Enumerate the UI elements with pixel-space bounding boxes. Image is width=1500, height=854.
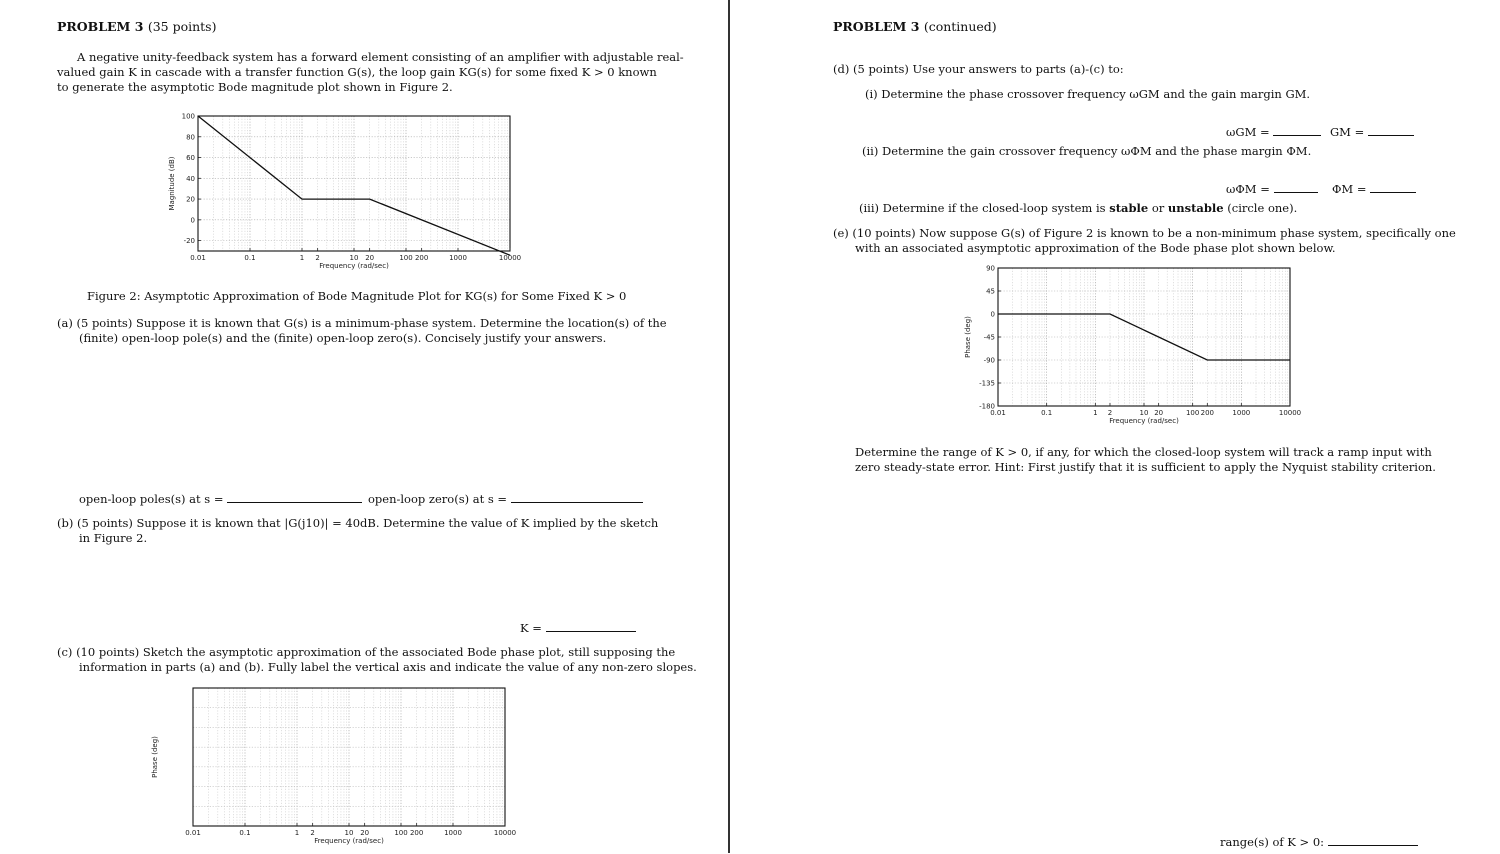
phase-ytick-label: -180 <box>979 402 995 411</box>
phase-xtick-label: 200 <box>1200 409 1215 417</box>
mag-ytick-label: 80 <box>186 133 195 142</box>
wpm-blank[interactable] <box>1274 181 1318 193</box>
part-d: (d) (5 points) Use your answers to parts (a)-(c) to: <box>833 62 1124 76</box>
phase-xtick-label: 0.1 <box>1041 409 1053 417</box>
problem-points: (35 points) <box>147 19 217 34</box>
phase-xtick-label: 1000 <box>1232 409 1251 417</box>
mag-ytick-label: 0 <box>190 216 195 225</box>
zeros-blank[interactable] <box>511 491 643 503</box>
part-d-iii <box>859 201 1297 216</box>
d-iii-suffix: (circle one). <box>1227 201 1298 215</box>
mag-xlabel: Frequency (rad/sec) <box>319 262 389 270</box>
mag-xtick-label: 20 <box>365 254 375 262</box>
mag-xtick-label: 1 <box>299 254 305 262</box>
poles-answer <box>79 491 362 507</box>
problem-title-text-2: PROBLEM 3 <box>833 19 920 34</box>
or-word: or <box>1151 201 1165 215</box>
problem-title-continued <box>833 19 997 34</box>
blank-phase-xtick-label: 0.1 <box>239 829 251 837</box>
k-label: K = <box>520 621 542 635</box>
blank-phase-xtick-label: 1000 <box>444 829 462 837</box>
gm-answer <box>1330 124 1414 140</box>
mag-xtick-label: 0.1 <box>244 254 256 262</box>
blank-phase-xtick-label: 10000 <box>493 829 517 837</box>
part-e-line-2: with an associated asymptotic approximation of the Bode phase plot shown below. <box>855 241 1336 255</box>
phase-xtick-label: 10000 <box>1278 409 1302 417</box>
mag-xtick-label: 0.01 <box>190 254 206 262</box>
zeros-label: open-loop zero(s) at s = <box>368 492 508 506</box>
blank-phase-xtick-label: 1 <box>294 829 300 837</box>
wgm-label: ωGM = <box>1226 125 1270 139</box>
right-page <box>740 0 1500 853</box>
phase-xtick-label: 0.01 <box>990 409 1006 417</box>
pm-label: ΦM = <box>1332 182 1367 196</box>
mag-ytick-label: -20 <box>183 237 195 246</box>
blank-phase-xtick-label: 20 <box>360 829 370 837</box>
pm-blank[interactable] <box>1370 181 1416 193</box>
mag-ytick-label: 100 <box>181 112 195 121</box>
wgm-answer <box>1226 124 1321 140</box>
left-page <box>0 0 728 853</box>
magnitude-plot <box>160 108 540 282</box>
e-question-line-2: zero steady-state error. Hint: First justify that it is sufficient to apply the Nyquist stability criterion. <box>855 460 1436 474</box>
blank-phase-xlabel: Frequency (rad/sec) <box>314 837 384 845</box>
part-a-line-2: (finite) open-loop pole(s) and the (finite) open-loop zero(s). Concisely justify your answers. <box>79 331 607 345</box>
phase-ytick-label: 90 <box>986 264 995 273</box>
part-c-line-2: information in parts (a) and (b). Fully label the vertical axis and indicate the value of any non-zero slopes. <box>79 660 697 674</box>
problem-title-text: PROBLEM 3 <box>57 19 144 34</box>
mag-xtick-label: 10000 <box>498 254 522 262</box>
phase-ytick-label: -135 <box>979 379 995 388</box>
k-answer <box>520 620 636 636</box>
gm-label: GM = <box>1330 125 1365 139</box>
blank-phase-xtick-label: 10 <box>344 829 354 837</box>
phase-xtick-label: 1 <box>1093 409 1098 417</box>
intro-line-3: to generate the asymptotic Bode magnitude plot shown in Figure 2. <box>57 80 453 94</box>
phase-ytick-label: 0 <box>990 310 995 319</box>
e-question-line-1: Determine the range of K > 0, if any, for which the closed-loop system will track a ramp input with <box>855 445 1432 459</box>
problem-title <box>57 19 216 34</box>
poles-blank[interactable] <box>227 491 362 503</box>
figure-caption: Figure 2: Asymptotic Approximation of Bode Magnitude Plot for KG(s) for Some Fixed K > 0 <box>87 289 627 303</box>
magnitude-plot-svg <box>160 108 540 278</box>
phase-ylabel: Phase (deg) <box>964 316 972 358</box>
d-iii-prefix: (iii) Determine if the closed-loop system is <box>859 201 1106 215</box>
range-label: range(s) of K > 0: <box>1220 835 1325 849</box>
mag-xtick-label: 200 <box>414 254 429 262</box>
part-b-line-1: (b) (5 points) Suppose it is known that |G(j10)| = 40dB. Determine the value of K implied by the sketch <box>57 516 659 530</box>
phase-ytick-label: -45 <box>983 333 995 342</box>
gm-blank[interactable] <box>1368 124 1414 136</box>
wgm-blank[interactable] <box>1273 124 1321 136</box>
blank-phase-xtick-label: 100 <box>394 829 408 837</box>
part-d-i: (i) Determine the phase crossover frequency ωGM and the gain margin GM. <box>865 87 1311 101</box>
phase-xtick-label: 2 <box>1107 409 1113 417</box>
intro-line-2: valued gain K in cascade with a transfer function G(s), the loop gain KG(s) for some fixed K > 0 known <box>57 65 657 79</box>
blank-phase-plot <box>145 680 525 854</box>
phase-xtick-label: 20 <box>1154 409 1164 417</box>
blank-phase-xtick-label: 200 <box>409 829 424 837</box>
mag-xtick-label: 1000 <box>449 254 467 262</box>
mag-xtick-label: 10 <box>349 254 359 262</box>
pm-answer <box>1332 181 1416 197</box>
part-e-line-1: (e) (10 points) Now suppose G(s) of Figure 2 is known to be a non-minimum phase system, specifically one <box>833 226 1456 240</box>
page-divider-left <box>728 0 730 853</box>
poles-label: open-loop poles(s) at s = <box>79 492 224 506</box>
k-blank[interactable] <box>546 620 636 632</box>
part-a-line-1: (a) (5 points) Suppose it is known that G(s) is a minimum-phase system. Determine the location(s) of the <box>57 316 667 330</box>
mag-ylabel: Magnitude (dB) <box>168 156 176 211</box>
mag-ytick-label: 20 <box>186 195 195 204</box>
phase-ytick-label: -90 <box>983 356 995 365</box>
range-blank[interactable] <box>1328 834 1418 846</box>
part-c-line-1: (c) (10 points) Sketch the asymptotic approximation of the associated Bode phase plot, still supposing the <box>57 645 676 659</box>
range-answer <box>1220 834 1418 850</box>
phase-xlabel: Frequency (rad/sec) <box>1109 417 1179 425</box>
blank-phase-xtick-label: 0.01 <box>185 829 201 837</box>
blank-phase-ylabel: Phase (deg) <box>151 736 159 778</box>
continued-label: (continued) <box>923 19 997 34</box>
mag-ytick-label: 40 <box>186 174 195 183</box>
mag-ytick-label: 60 <box>186 154 195 163</box>
part-d-ii: (ii) Determine the gain crossover frequency ωΦM and the phase margin ΦM. <box>862 144 1312 158</box>
unstable-option[interactable]: unstable <box>1167 201 1224 215</box>
phase-xtick-label: 10 <box>1139 409 1149 417</box>
phase-plot <box>950 262 1320 436</box>
wpm-label: ωΦM = <box>1226 182 1270 196</box>
part-b-line-2: in Figure 2. <box>79 531 148 545</box>
phase-plot-svg <box>950 262 1320 432</box>
intro-line-1: A negative unity-feedback system has a forward element consisting of an amplifier with adjustable real- <box>77 50 684 64</box>
blank-phase-plot-svg[interactable] <box>145 680 525 850</box>
stable-option[interactable]: stable <box>1109 201 1149 215</box>
phase-xtick-label: 100 <box>1185 409 1200 417</box>
blank-phase-xtick-label: 2 <box>310 829 315 837</box>
wpm-answer <box>1226 181 1318 197</box>
mag-xtick-label: 2 <box>315 254 320 262</box>
mag-xtick-label: 100 <box>399 254 413 262</box>
phase-ytick-label: 45 <box>986 287 995 296</box>
zeros-answer <box>368 491 643 507</box>
